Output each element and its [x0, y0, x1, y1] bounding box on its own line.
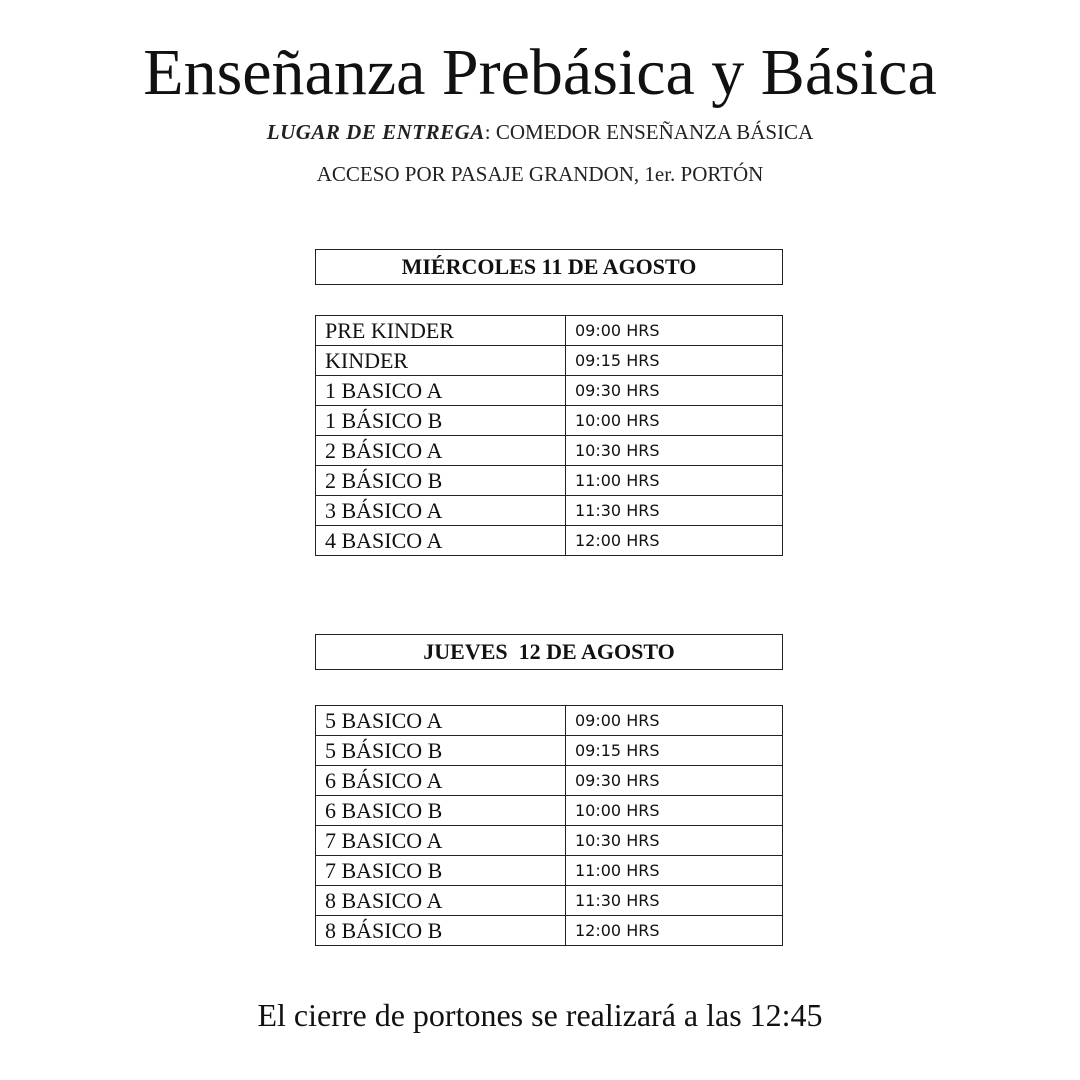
delivery-location-separator: :	[484, 120, 491, 144]
schedule-table-wednesday	[315, 315, 783, 556]
table-row	[316, 376, 783, 406]
time-cell: 11:30 HRS	[566, 496, 783, 526]
table-row	[316, 706, 783, 736]
grade-cell: 5 BÁSICO B	[316, 736, 566, 766]
time-cell: 11:30 HRS	[566, 886, 783, 916]
table-row	[316, 856, 783, 886]
table-row	[316, 406, 783, 436]
grade-cell: 6 BASICO B	[316, 796, 566, 826]
grade-cell: 1 BASICO A	[316, 376, 566, 406]
time-cell: 09:15 HRS	[566, 736, 783, 766]
table-row	[316, 916, 783, 946]
grade-cell: 3 BÁSICO A	[316, 496, 566, 526]
time-cell: 10:30 HRS	[566, 826, 783, 856]
table-row	[316, 346, 783, 376]
table-row	[316, 316, 783, 346]
day-heading-thursday: JUEVES 12 DE AGOSTO	[315, 634, 783, 670]
page-title: Enseñanza Prebásica y Básica	[143, 36, 937, 109]
table-row	[316, 736, 783, 766]
time-cell: 09:30 HRS	[566, 376, 783, 406]
gate-closing-notice: El cierre de portones se realizará a las 12:45	[257, 997, 823, 1033]
time-cell: 12:00 HRS	[566, 916, 783, 946]
time-cell: 09:00 HRS	[566, 706, 783, 736]
grade-cell: 7 BASICO B	[316, 856, 566, 886]
schedule-table-thursday	[315, 705, 783, 946]
delivery-location-label: LUGAR DE ENTREGA	[266, 120, 485, 144]
grade-cell: 1 BÁSICO B	[316, 406, 566, 436]
table-row	[316, 766, 783, 796]
delivery-location	[0, 119, 1080, 145]
time-cell: 09:00 HRS	[566, 316, 783, 346]
table-row	[316, 796, 783, 826]
access-info: ACCESO POR PASAJE GRANDON, 1er. PORTÓN	[316, 162, 764, 186]
table-row	[316, 886, 783, 916]
table-row	[316, 826, 783, 856]
time-cell: 10:30 HRS	[566, 436, 783, 466]
time-cell: 09:15 HRS	[566, 346, 783, 376]
grade-cell: 4 BASICO A	[316, 526, 566, 556]
time-cell: 10:00 HRS	[566, 406, 783, 436]
time-cell: 11:00 HRS	[566, 856, 783, 886]
day-heading-wednesday: MIÉRCOLES 11 DE AGOSTO	[315, 249, 783, 285]
grade-cell: 7 BASICO A	[316, 826, 566, 856]
time-cell: 11:00 HRS	[566, 466, 783, 496]
time-cell: 12:00 HRS	[566, 526, 783, 556]
table-row	[316, 526, 783, 556]
grade-cell: PRE KINDER	[316, 316, 566, 346]
time-cell: 10:00 HRS	[566, 796, 783, 826]
table-row	[316, 436, 783, 466]
grade-cell: 6 BÁSICO A	[316, 766, 566, 796]
table-row	[316, 496, 783, 526]
table-row	[316, 466, 783, 496]
grade-cell: 8 BASICO A	[316, 886, 566, 916]
time-cell: 09:30 HRS	[566, 766, 783, 796]
grade-cell: 2 BÁSICO B	[316, 466, 566, 496]
delivery-location-value: COMEDOR ENSEÑANZA BÁSICA	[490, 120, 814, 144]
grade-cell: 2 BÁSICO A	[316, 436, 566, 466]
grade-cell: 8 BÁSICO B	[316, 916, 566, 946]
grade-cell: 5 BASICO A	[316, 706, 566, 736]
grade-cell: KINDER	[316, 346, 566, 376]
